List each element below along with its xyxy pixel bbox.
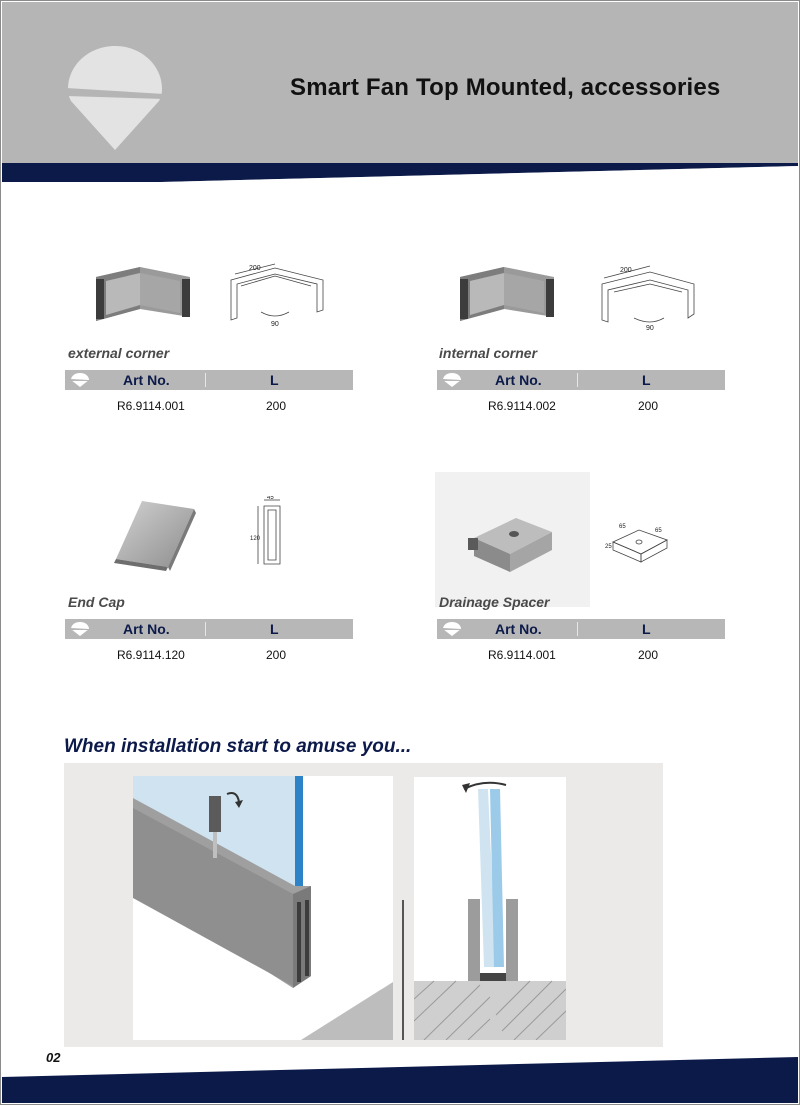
product-label-external-corner: external corner (68, 345, 170, 361)
external-corner-photo (92, 265, 194, 325)
drainage-spacer-drawing (605, 518, 673, 568)
header-length: L (270, 621, 279, 637)
art-no-drainage-spacer: R6.9114.001 (488, 648, 556, 662)
external-corner-drawing (227, 262, 327, 328)
header-art-no: Art No. (495, 372, 542, 388)
product-label-internal-corner: internal corner (439, 345, 538, 361)
external-corner-dim-b: 90 (271, 321, 279, 328)
fan-shield-icon (442, 621, 462, 637)
drainage-spacer-dim-b: 65 (655, 528, 662, 534)
header-art-no: Art No. (123, 372, 170, 388)
drainage-spacer-dim-c: 25 (605, 544, 612, 550)
fan-shield-icon (70, 372, 90, 388)
header-art-no: Art No. (123, 621, 170, 637)
table-header-end-cap (65, 619, 353, 639)
length-drainage-spacer: 200 (638, 648, 659, 662)
page-number: 02 (46, 1050, 61, 1065)
header-length: L (270, 372, 279, 388)
installation-title: When installation start to amuse you... (64, 736, 412, 757)
drainage-spacer-photo (468, 512, 556, 576)
end-cap-dim-width: 45 (267, 496, 274, 501)
header-separator (205, 373, 206, 387)
header-separator (577, 622, 578, 636)
internal-corner-dim-b: 90 (646, 325, 654, 332)
length-internal-corner: 200 (638, 399, 659, 413)
panel-divider (402, 900, 404, 1040)
header-separator (205, 622, 206, 636)
table-header-internal-corner (437, 370, 725, 390)
length-end-cap: 200 (266, 648, 287, 662)
table-header-drainage-spacer (437, 619, 725, 639)
internal-corner-photo (456, 265, 558, 325)
product-label-drainage-spacer: Drainage Spacer (439, 594, 550, 610)
drainage-spacer-dim-a: 65 (619, 524, 626, 530)
header-length: L (642, 621, 651, 637)
header-art-no: Art No. (495, 621, 542, 637)
external-corner-dim-a: 200 (249, 265, 261, 272)
page-title: Smart Fan Top Mounted, accessories (290, 74, 721, 101)
end-cap-photo (112, 495, 198, 571)
end-cap-drawing (250, 496, 290, 568)
end-cap-dim-height: 120 (250, 536, 261, 542)
table-header-external-corner (65, 370, 353, 390)
art-no-end-cap: R6.9114.120 (117, 648, 185, 662)
fan-shield-icon (442, 372, 462, 388)
header-separator (577, 373, 578, 387)
header-length: L (642, 372, 651, 388)
product-label-end-cap: End Cap (68, 594, 125, 610)
internal-corner-dim-a: 200 (620, 267, 632, 274)
fan-shield-icon (70, 621, 90, 637)
footer-banner (2, 1055, 798, 1103)
installation-panel-right (414, 777, 566, 1040)
length-external-corner: 200 (266, 399, 287, 413)
art-no-external-corner: R6.9114.001 (117, 399, 185, 413)
internal-corner-drawing (598, 262, 698, 332)
fan-shield-logo-icon (66, 44, 164, 152)
installation-panel-left (133, 776, 393, 1040)
art-no-internal-corner: R6.9114.002 (488, 399, 556, 413)
